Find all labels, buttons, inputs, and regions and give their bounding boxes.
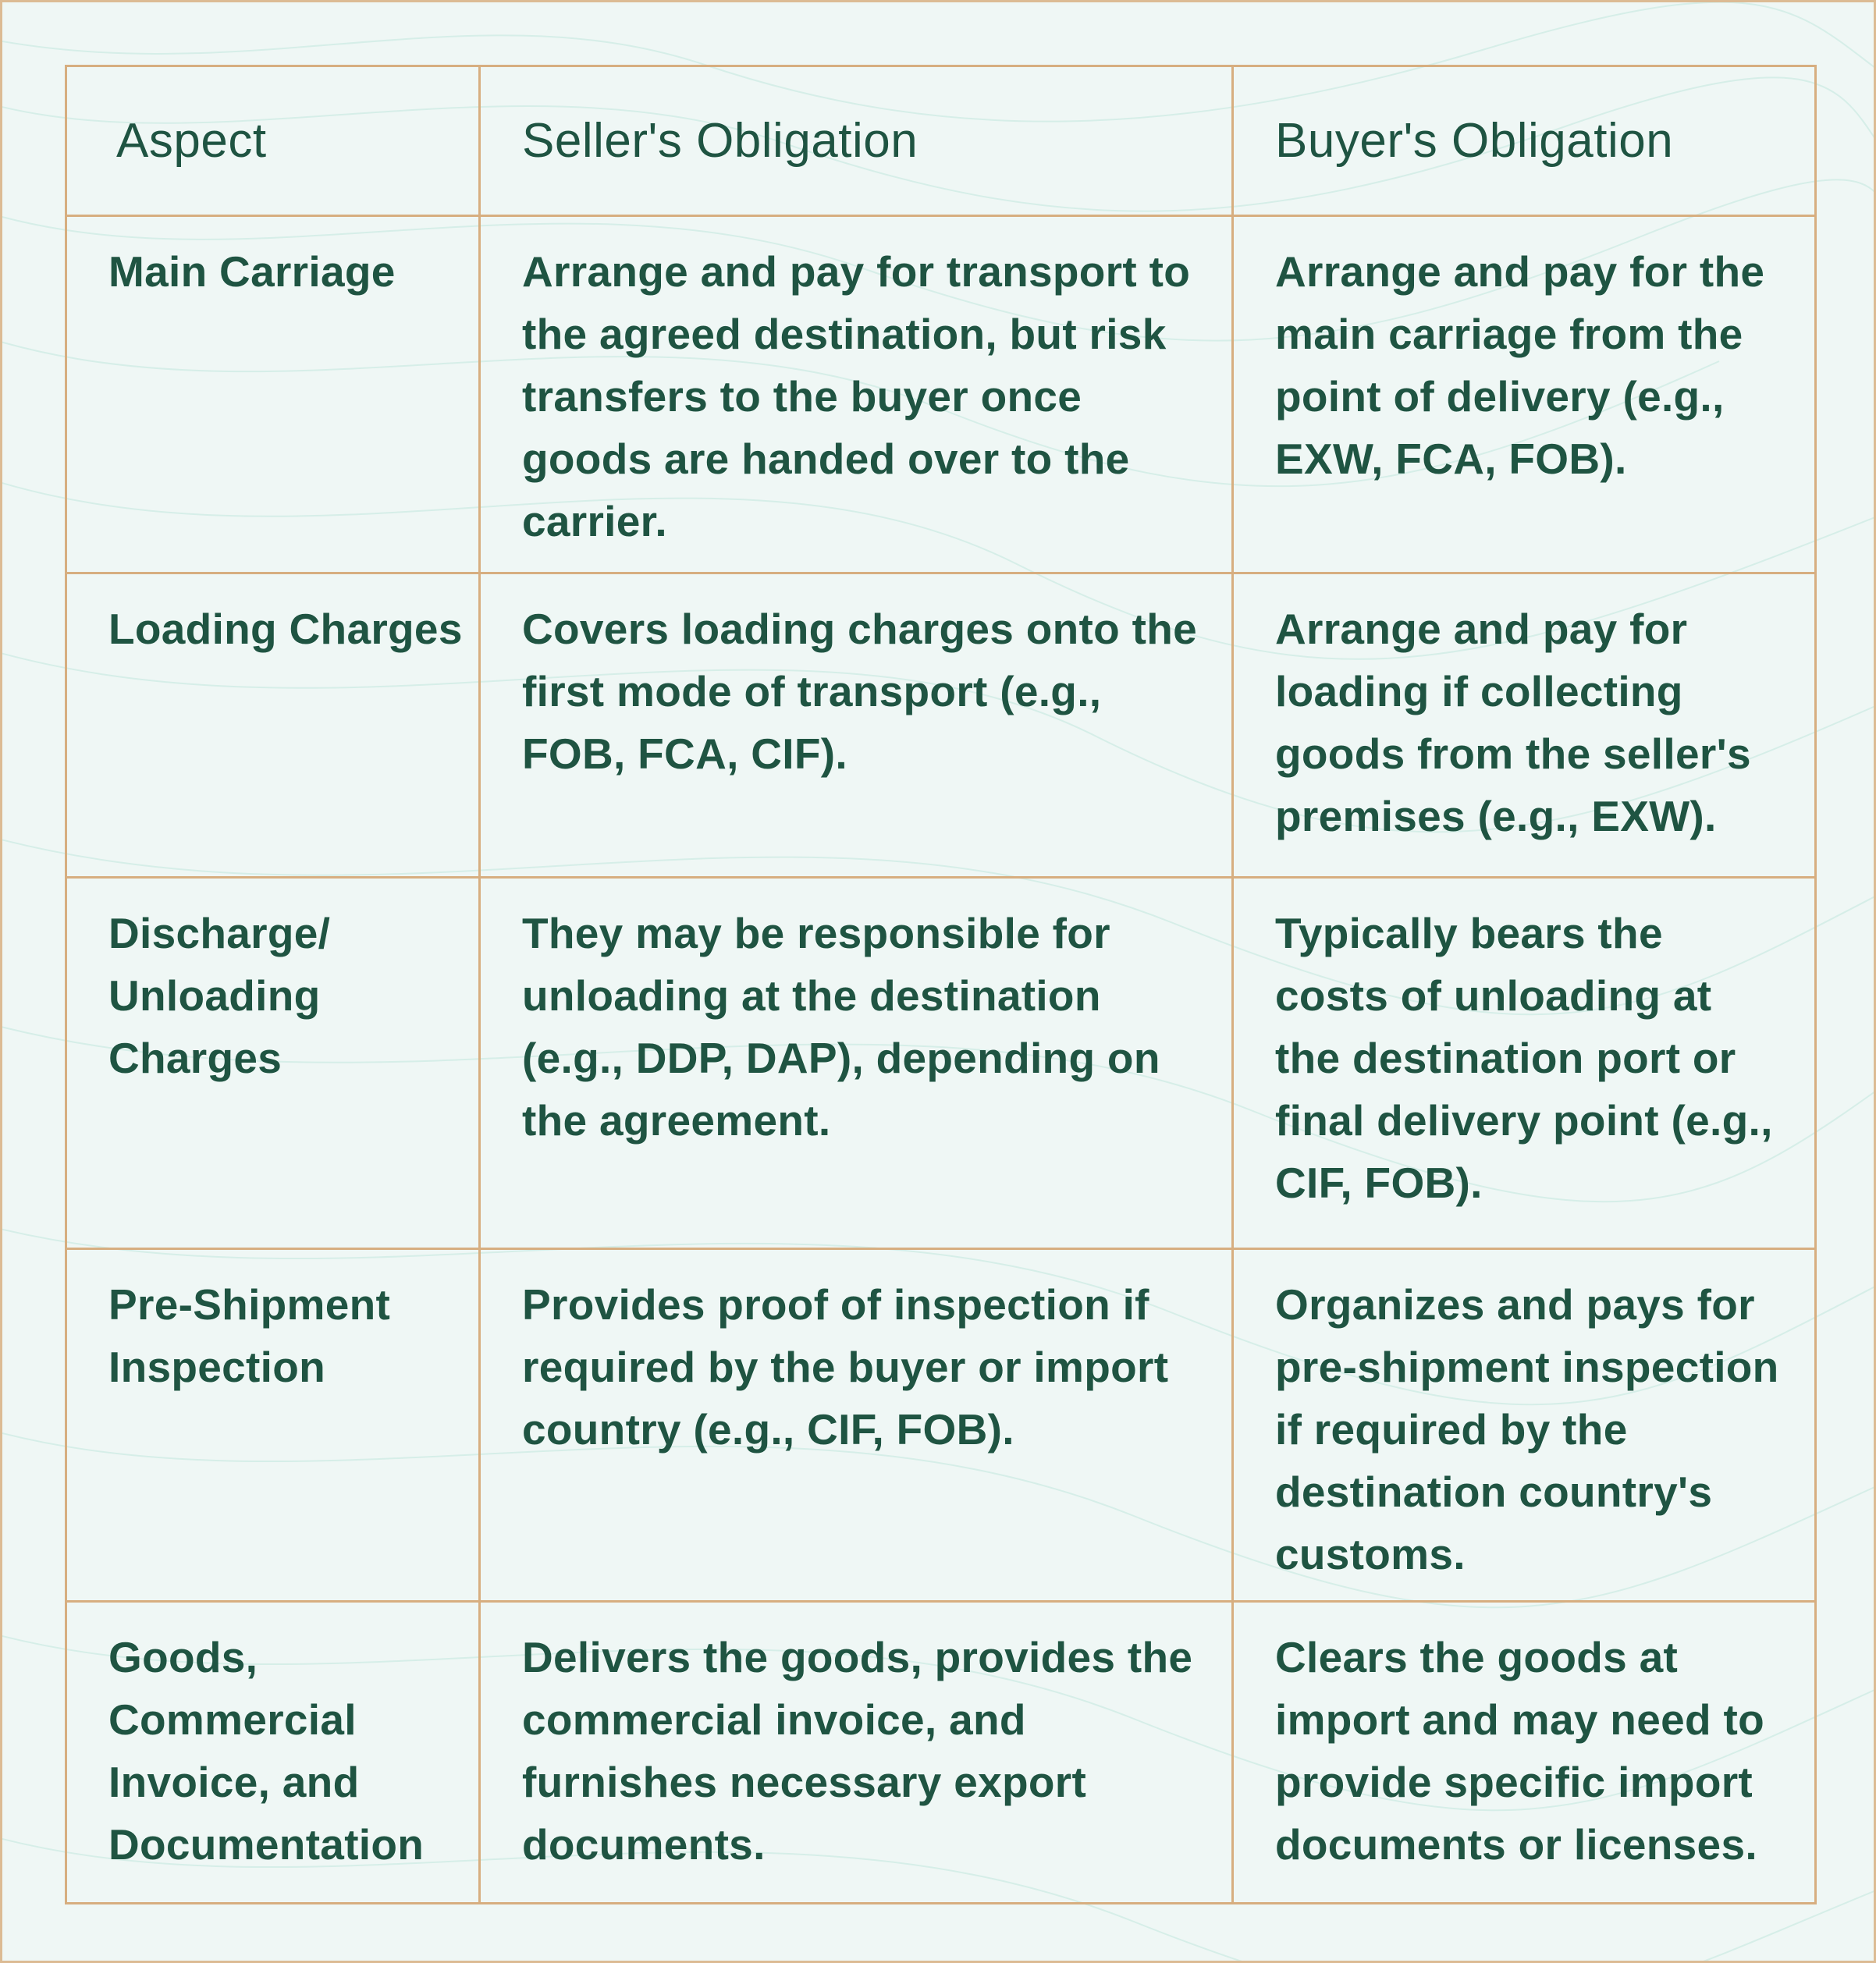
buyer-cell: Arrange and pay for loading if collecting goods from the seller's premises (e.g., EXW). [1233, 573, 1816, 878]
table-row [66, 1249, 1816, 1602]
header-buyer-obligation: Buyer's Obligation [1233, 66, 1816, 216]
table-row [66, 1602, 1816, 1904]
seller-cell: Provides proof of inspection if required by the buyer or import country (e.g., CIF, FOB). [480, 1249, 1233, 1602]
aspect-cell: Loading Charges [66, 573, 480, 878]
obligations-table [65, 65, 1817, 1904]
aspect-cell: Pre-Shipment Inspection [66, 1249, 480, 1602]
table-row [66, 216, 1816, 573]
header-seller-obligation: Seller's Obligation [480, 66, 1233, 216]
header-aspect: Aspect [66, 66, 480, 216]
aspect-cell: Main Carriage [66, 216, 480, 573]
seller-cell: Covers loading charges onto the first mode of transport (e.g., FOB, FCA, CIF). [480, 573, 1233, 878]
table-header-row [66, 66, 1816, 216]
seller-cell: Arrange and pay for transport to the agreed destination, but risk transfers to the buyer once goods are handed over to the carrier. [480, 216, 1233, 573]
aspect-cell: Goods, Commercial Invoice, and Documentation [66, 1602, 480, 1904]
buyer-cell: Arrange and pay for the main carriage from the point of delivery (e.g., EXW, FCA, FOB). [1233, 216, 1816, 573]
aspect-cell: Discharge/ Unloading Charges [66, 878, 480, 1249]
buyer-cell: Clears the goods at import and may need to provide specific import documents or licenses. [1233, 1602, 1816, 1904]
table-row [66, 573, 1816, 878]
seller-cell: They may be responsible for unloading at the destination (e.g., DDP, DAP), depending on the agreement. [480, 878, 1233, 1249]
table-row [66, 878, 1816, 1249]
buyer-cell: Typically bears the costs of unloading at the destination port or final delivery point (e.g., CIF, FOB). [1233, 878, 1816, 1249]
buyer-cell: Organizes and pays for pre-shipment inspection if required by the destination country's customs. [1233, 1249, 1816, 1602]
page-frame [2, 2, 1874, 1961]
seller-cell: Delivers the goods, provides the commercial invoice, and furnishes necessary export documents. [480, 1602, 1233, 1904]
